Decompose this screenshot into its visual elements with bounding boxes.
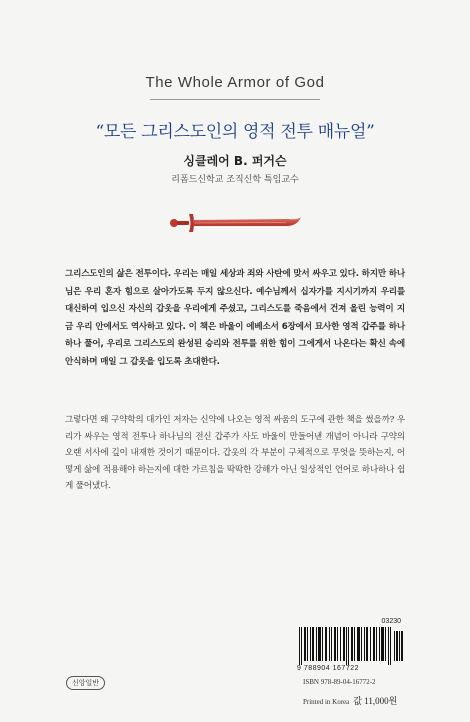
addon-code: 03230 — [381, 618, 401, 625]
barcode-number: 9 788904 167722 — [297, 665, 359, 672]
isbn: ISBN 978-89-04-16772-2 — [303, 678, 376, 686]
english-title: The Whole Armor of God — [145, 74, 325, 91]
printed-price-line — [303, 694, 423, 707]
barcode-image — [299, 627, 403, 665]
title-divider — [150, 99, 320, 100]
description-paragraph-2: 그렇다면 왜 구약학의 대가인 저자는 신약에 나오는 영적 싸움의 도구에 관한 책을 썼을까? 우리가 싸우는 영적 전투나 하나님의 전신 갑주가 사도 바울이 만들어낸 개념이 아니라 구약의 오랜 서사에 깊이 내재한 것이기 때문이다. 갑옷의 각 부분이 구체적으로 무엇을 뜻하는지, 어떻게 삶에 적용해야 하는지에 대한 가르침을 딱딱한 강해가 아닌 일상적인 언어로 하나하나 쉽게 풀어냈다. — [65, 415, 405, 492]
author-affiliation: 리폼드신학교 조직신학 특임교수 — [171, 175, 299, 185]
description-paragraph-1: 그리스도인의 삶은 전투이다. 우리는 매일 세상과 죄와 사탄에 맞서 싸우고 있다. 하지만 하나님은 우리 혼자 힘으로 살아가도록 두지 않으신다. 예수님께서 십자가를 지시기까지 우리를 대신하여 입으신 자신의 갑옷을 우리에게 주셨고, 그리스도를 죽음에서 건져 올린 능력이 지금 우리 안에서도 역사하고 있다. 이 책은 바울이 에베소서 6장에서 묘사한 영적 갑주를 하나하나 풀어, 우리로 그리스도의 완성된 승리와 전투를 위한 힘이 그에게서 나온다는 확신 속에 안식하며 매일 그 갑옷을 입도록 초대한다. — [65, 269, 405, 367]
sword-icon — [168, 208, 302, 234]
price: 값 11,000원 — [353, 696, 398, 706]
author-name: 싱클레어 B. 퍼거슨 — [183, 154, 287, 168]
quote-title: “모든 그리스도인의 영적 전투 매뉴얼” — [95, 122, 375, 142]
category-badge: 신앙일반 — [66, 676, 105, 690]
printed-in: Printed in Korea — [303, 698, 350, 706]
